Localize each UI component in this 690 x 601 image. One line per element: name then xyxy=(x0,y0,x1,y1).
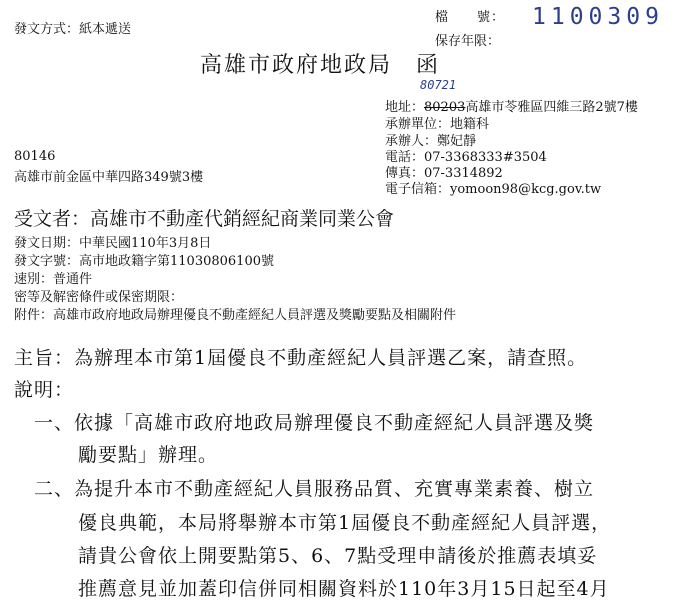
sender-address xyxy=(385,100,638,116)
sender-fax: 傳真：07-3314892 xyxy=(385,166,503,181)
item-2-line-1: 二、為提升本市不動產經紀人員服務品質、充實專業素養、樹立 xyxy=(34,478,595,500)
item-2-line-3: 請貴公會依上開要點第5、6、7點受理申請後於推薦表填妥 xyxy=(78,545,598,567)
recipient-mailing-address: 高雄市前金區中華四路349號3樓 xyxy=(14,170,204,185)
security-level: 密等及解密條件或保密期限： xyxy=(14,290,184,305)
subject: 主旨：為辦理本市第1屆優良不動產經紀人員評選乙案，請查照。 xyxy=(14,347,588,369)
recipient: 受文者：高雄市不動產代銷經紀商業同業公會 xyxy=(14,208,395,230)
explanation-label: 說明： xyxy=(14,379,75,401)
item-1-line-2: 勵要點」辦理。 xyxy=(78,444,219,466)
retention-label: 保存年限： xyxy=(435,34,501,49)
handwritten-zip: 80721 xyxy=(420,78,457,92)
send-method: 發文方式：紙本遞送 xyxy=(14,22,132,37)
archive-number-label: 檔 號： xyxy=(435,10,506,25)
sender-address-text: 高雄市苓雅區四維三路2號7樓 xyxy=(465,100,638,115)
sender-phone: 電話：07-3368333#3504 xyxy=(385,150,547,165)
document-number: 發文字號：高市地政籍字第11030806100號 xyxy=(14,254,274,269)
attachment: 附件：高雄市政府地政局辦理優良不動產經紀人員評選及獎勵要點及相關附件 xyxy=(14,308,457,323)
item-2-line-4: 推薦意見並加蓋印信併同相關資料於110年3月15日起至4月 xyxy=(78,578,610,600)
sender-old-zip: 80203 xyxy=(424,100,466,115)
sender-email: 電子信箱：yomoon98@kcg.gov.tw xyxy=(385,182,602,197)
archive-number-value: 1100309 xyxy=(532,4,664,30)
agency-title: 高雄市政府地政局 函 xyxy=(200,53,441,78)
recipient-zip: 80146 xyxy=(14,149,56,164)
item-2-line-2: 優良典範，本局將舉辦本市第1屆優良不動產經紀人員評選， xyxy=(78,512,612,534)
issue-date: 發文日期：中華民國110年3月8日 xyxy=(14,236,212,251)
sender-unit: 承辦單位：地籍科 xyxy=(385,117,490,132)
urgency: 速別：普通件 xyxy=(14,272,93,287)
item-1-line-1: 一、依據「高雄市政府地政局辦理優良不動產經紀人員評選及獎 xyxy=(34,412,595,434)
sender-address-prefix: 地址： xyxy=(385,100,425,115)
sender-person: 承辦人：鄭妃靜 xyxy=(385,134,477,149)
